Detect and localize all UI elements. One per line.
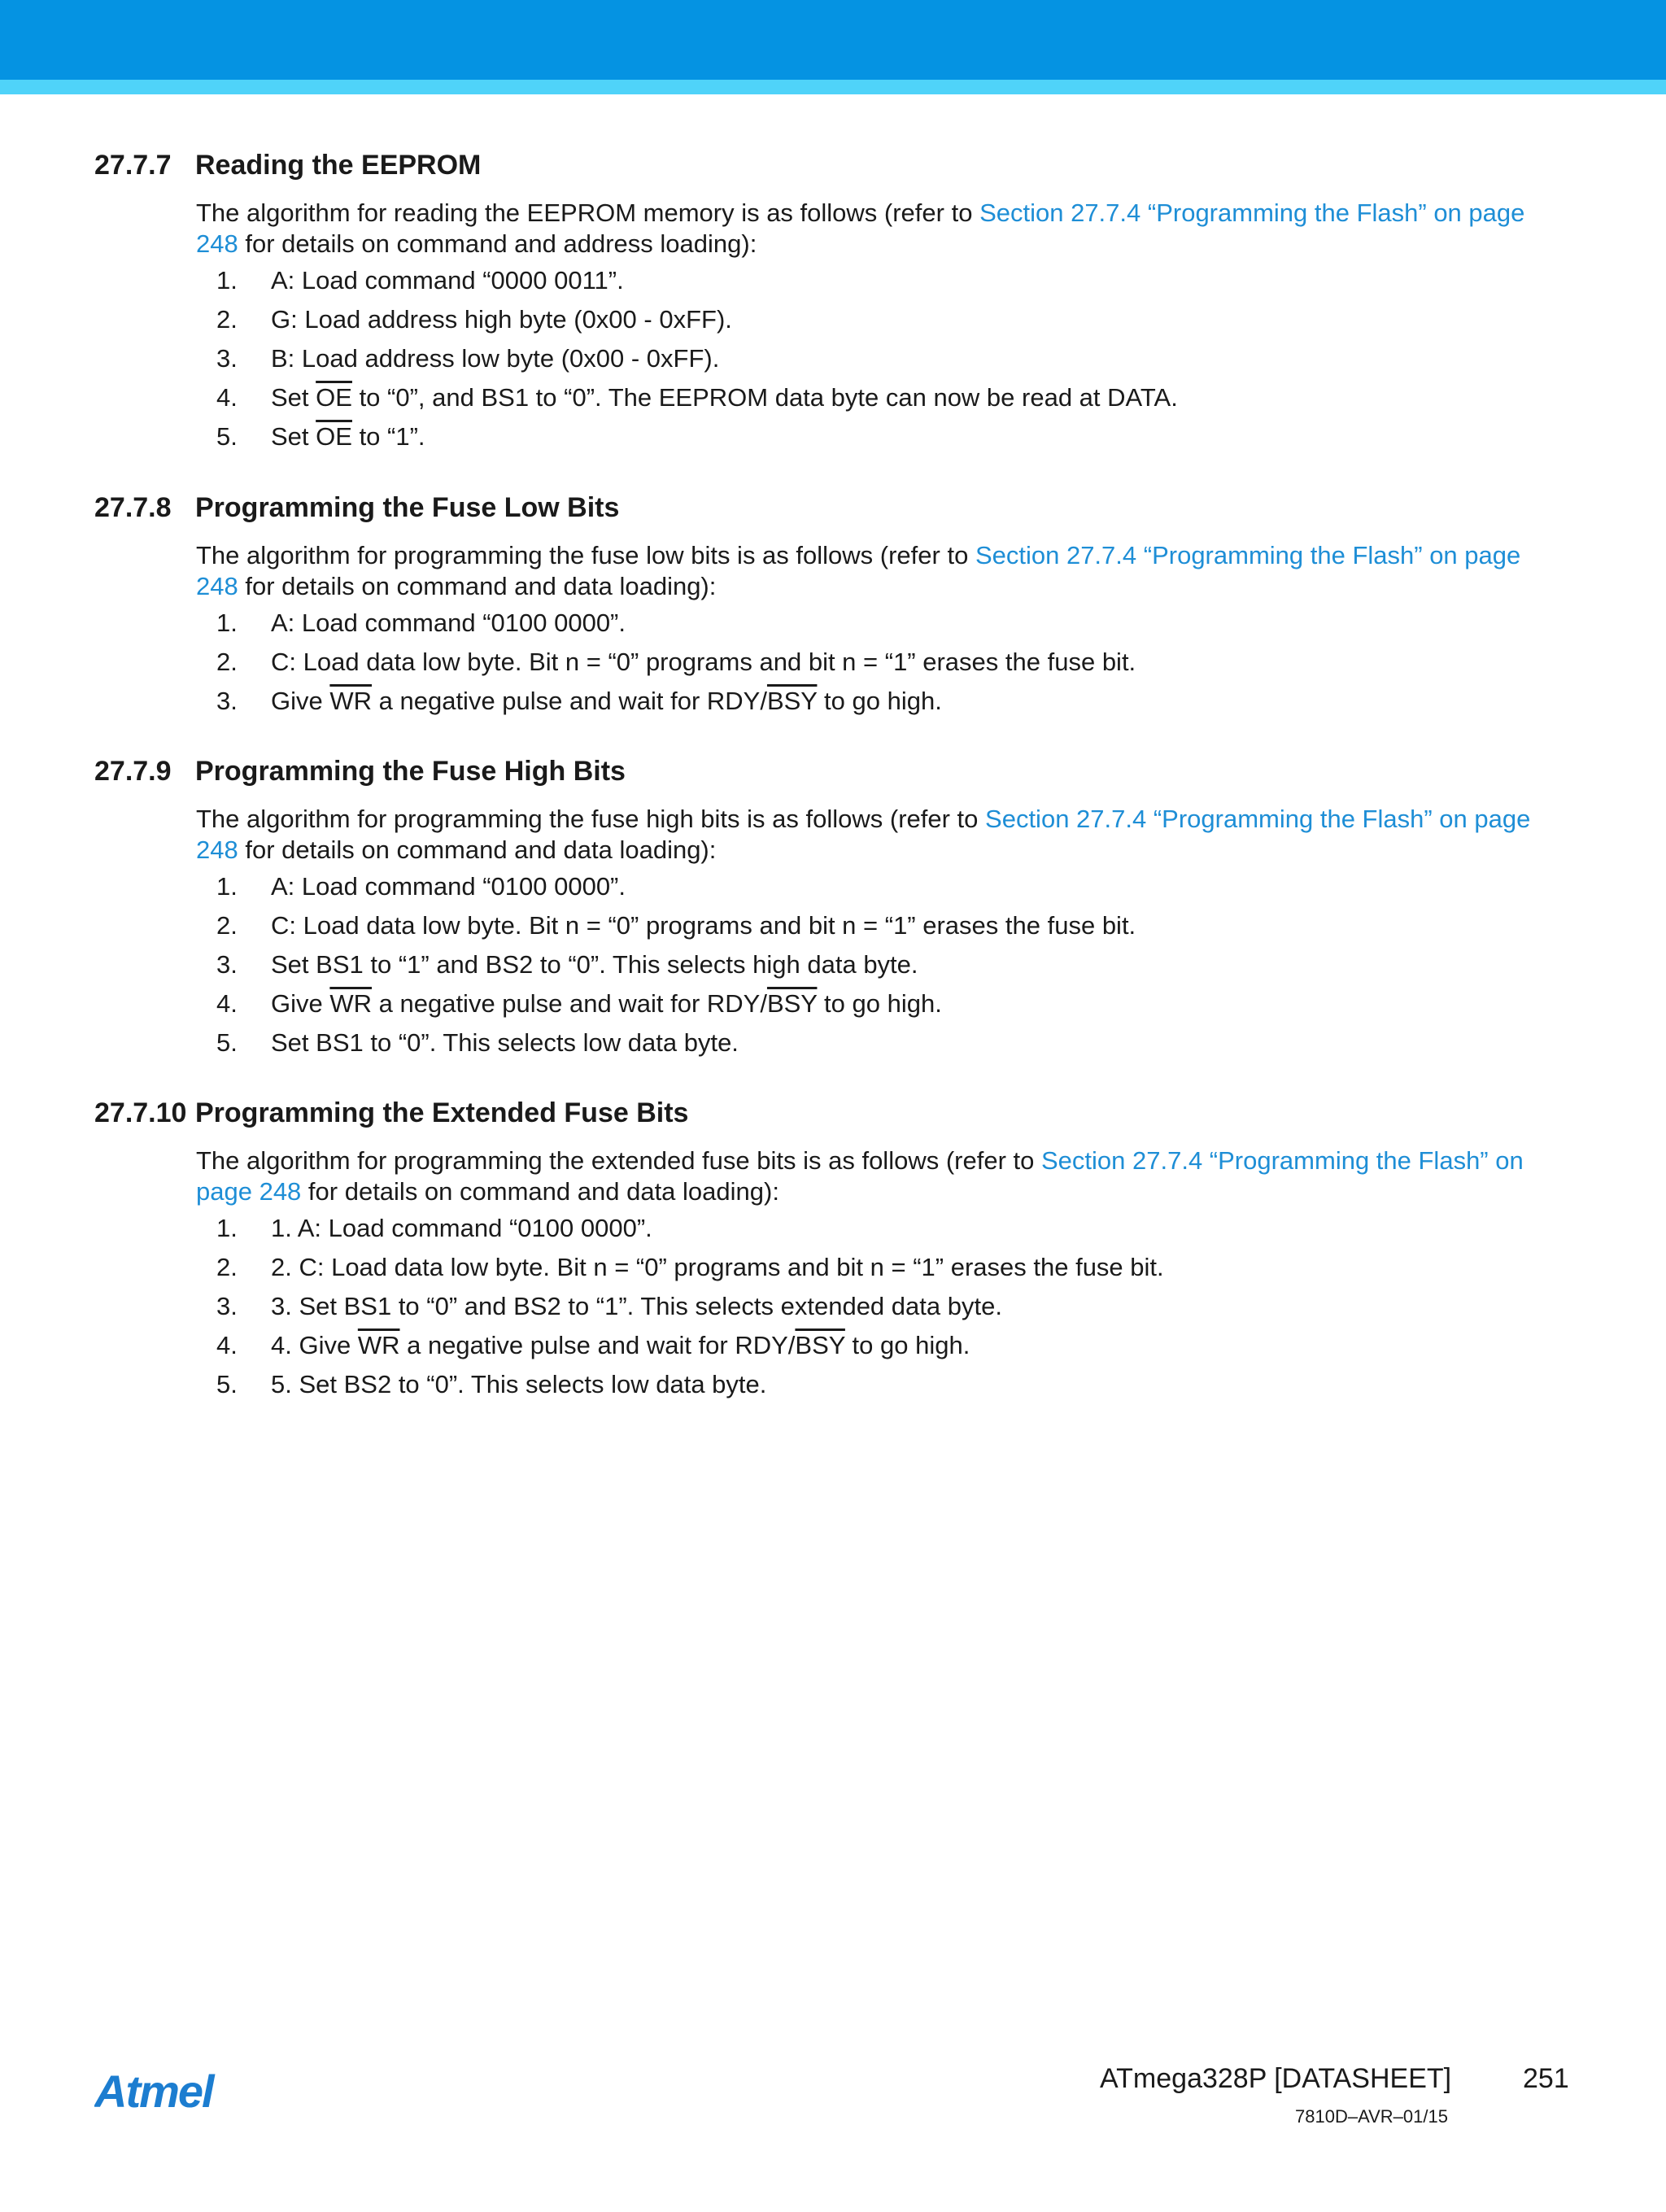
list-item: 1. A: Load command “0100 0000”. <box>216 609 626 637</box>
list-item: 5. Set BS1 to “0”. This selects low data byte. <box>216 1028 739 1057</box>
list-item: 5. Set $\overline{OE}$ to “1”. <box>216 422 425 451</box>
list-item: 2. G: Load address high byte (0x00 - 0xFF). <box>216 305 732 334</box>
section-title: Programming the Fuse Low Bits <box>195 492 620 523</box>
list-item: 2. C: Load data low byte. Bit n = “0” programs and bit n = “1” erases the fuse bit. <box>216 911 1136 940</box>
step-list <box>0 608 1666 725</box>
step-list <box>0 265 1666 460</box>
logo-text: Atmel <box>94 2066 213 2117</box>
section-title: Programming the Fuse High Bits <box>195 756 626 787</box>
list-item: 2. 2. C: Load data low byte. Bit n = “0” programs and bit n = “1” erases the fuse bit. <box>216 1253 1164 1281</box>
overline-signal: $\overline{WR}$ <box>357 1331 400 1359</box>
section-intro <box>196 540 1563 602</box>
section-intro <box>196 804 1563 866</box>
intro-text-end: for details on command and data loading): <box>238 572 717 600</box>
overline-signal: $\overline{BSY}$ <box>766 687 818 715</box>
document-code: 7810D–AVR–01/15 <box>1295 2106 1448 2127</box>
intro-text: The algorithm for programming the extended fuse bits is as follows (refer to <box>196 1146 1041 1175</box>
list-item: 4. 4. Give $\overline{WR}$ a negative pulse and wait for RDY/$\overline{BSY}$ to go high. <box>216 1331 970 1359</box>
section-link[interactable]: Section 27.7.4 “Programming the Flash” on page 248 <box>196 541 1521 600</box>
document-title: ATmega328P [DATASHEET] <box>1100 2063 1452 2094</box>
list-item: 3. Set BS1 to “1” and BS2 to “0”. This selects high data byte. <box>216 950 918 979</box>
step-list <box>0 1213 1666 1408</box>
section-number: 27.7.10 <box>94 1097 187 1128</box>
intro-text: The algorithm for programming the fuse high bits is as follows (refer to <box>196 805 986 833</box>
list-item: 3. Give $\overline{WR}$ a negative pulse and wait for RDY/$\overline{BSY}$ to go high. <box>216 687 942 715</box>
section-intro <box>196 1145 1563 1207</box>
intro-text-end: for details on command and data loading): <box>238 835 717 864</box>
section-link[interactable]: Section 27.7.4 “Programming the Flash” on page 248 <box>196 199 1525 258</box>
atmel-logo <box>94 2066 244 2117</box>
list-item: 4. Give $\overline{WR}$ a negative pulse and wait for RDY/$\overline{BSY}$ to go high. <box>216 989 942 1018</box>
list-item: 1. A: Load command “0100 0000”. <box>216 872 626 901</box>
intro-text-end: for details on command and address loading): <box>238 229 757 258</box>
step-list <box>0 871 1666 1067</box>
list-item: 3. B: Load address low byte (0x00 - 0xFF). <box>216 344 720 373</box>
section-link[interactable]: Section 27.7.4 “Programming the Flash” on page 248 <box>196 1146 1524 1206</box>
section-link[interactable]: Section 27.7.4 “Programming the Flash” on page 248 <box>196 805 1531 864</box>
section-heading <box>94 491 619 524</box>
section-number: 27.7.9 <box>94 756 172 787</box>
overline-signal: $\overline{WR}$ <box>329 687 373 715</box>
list-item: 3. 3. Set BS1 to “0” and BS2 to “1”. This selects extended data byte. <box>216 1292 1002 1320</box>
section-title: Programming the Extended Fuse Bits <box>195 1097 689 1128</box>
overline-signal: $\overline{OE}$ <box>316 383 352 412</box>
list-item: 2. C: Load data low byte. Bit n = “0” programs and bit n = “1” erases the fuse bit. <box>216 648 1136 676</box>
section-title: Reading the EEPROM <box>195 150 482 181</box>
intro-text: The algorithm for reading the EEPROM memory is as follows (refer to <box>196 199 980 227</box>
list-item: 1. 1. A: Load command “0100 0000”. <box>216 1214 652 1242</box>
overline-signal: $\overline{OE}$ <box>316 422 352 451</box>
section-heading <box>94 1097 688 1129</box>
section-number: 27.7.8 <box>94 492 172 523</box>
overline-signal: $\overline{BSY}$ <box>766 989 818 1018</box>
intro-text-end: for details on command and data loading): <box>301 1177 779 1206</box>
header-stripe <box>0 80 1666 94</box>
section-heading <box>94 149 481 181</box>
section-intro <box>196 198 1563 260</box>
section-number: 27.7.7 <box>94 150 172 181</box>
overline-signal: $\overline{WR}$ <box>329 989 373 1018</box>
section-heading <box>94 755 626 788</box>
intro-text: The algorithm for programming the fuse low bits is as follows (refer to <box>196 541 975 569</box>
header-bar <box>0 0 1666 80</box>
list-item: 1. A: Load command “0000 0011”. <box>216 266 624 294</box>
list-item: 4. Set $\overline{OE}$ to “0”, and BS1 to “0”. The EEPROM data byte can now be read at DATA. <box>216 383 1178 412</box>
overline-signal: $\overline{BSY}$ <box>795 1331 845 1359</box>
list-item: 5. 5. Set BS2 to “0”. This selects low data byte. <box>216 1370 767 1398</box>
page-number: 251 <box>1523 2063 1569 2094</box>
